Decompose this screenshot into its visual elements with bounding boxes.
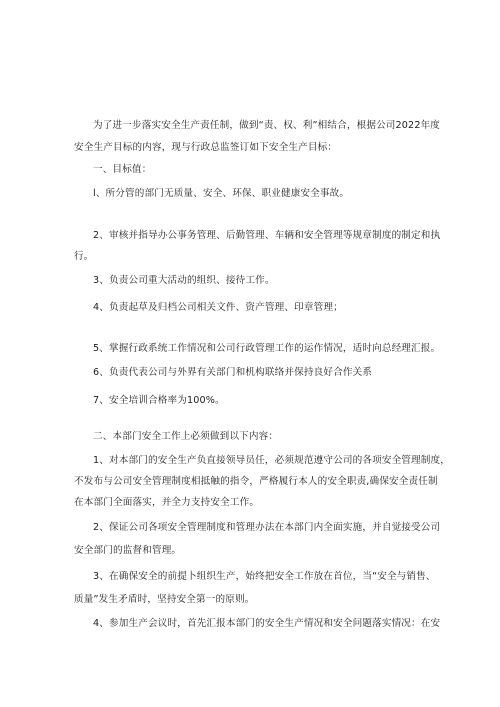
- goal-item-2: 2、审核并指导办公事务管理、后勤管理、车辆和安全管理等规章制度的制定和执: [93, 230, 441, 241]
- duty-line-2: 不发布与公司安全管理制度相抵触的指令，严格履行本人的安全职责,确保安全责任制: [74, 476, 438, 487]
- duty-line-5: 安全部门的监督和管理。: [74, 545, 182, 556]
- goal-item-5: 5、掌握行政系统工作情况和公司行政管理工作的运作情况，适时向总经理汇报。: [93, 343, 441, 354]
- duty-line-7: 质量”发生矛盾时，坚持安全第一的原则。: [74, 594, 255, 605]
- goal-item-2-continued: 行。: [74, 251, 94, 262]
- duty-line-8: 4、参加生产会议时，首先汇报本部门的安全生产情况和安全问题落实情况：在安: [93, 618, 441, 629]
- intro-line-1: 为了进一步落实安全生产责任制，做到“责、权、利”相结合，根据公司2022年度: [93, 120, 441, 131]
- intro-line-2: 安全生产目标的内容，现与行政总监签订如下安全生产目标：: [74, 142, 338, 153]
- duty-line-4: 2、保证公司各项安全管理制度和管理办法在本部门内全面实施，并自觉接受公司: [93, 522, 441, 533]
- goal-item-6: 6、负责代表公司与外界有关部门和机构联络并保持良好合作关系: [93, 367, 373, 378]
- goal-item-1: l、所分管的部门无质量、安全、环保、职业健康安全事故。: [93, 188, 350, 199]
- section-1-heading: 一、目标值：: [93, 164, 152, 175]
- duty-line-1: 1、对本部门的安全生产负直接领导员任，必须规范遵守公司的各项安全管理制度，: [93, 455, 451, 466]
- goal-item-7: 7、安全培训合格率为100%。: [93, 395, 225, 406]
- duty-line-3: 在本部门全面落实，并全力支持安全工作。: [74, 497, 260, 508]
- goal-item-4: 4、负责起草及归档公司相关文件、资产管理、印章管理；: [93, 302, 343, 313]
- section-2-heading: 二、本部门安全工作上必须做到以下内容：: [93, 431, 279, 442]
- duty-line-6: 3、在确保安全的前提卜组织生产，始终把安全工作放在首位，当“安全与销售、: [93, 571, 436, 582]
- goal-item-3: 3、负责公司重大活动的组织、接待工作。: [93, 275, 275, 286]
